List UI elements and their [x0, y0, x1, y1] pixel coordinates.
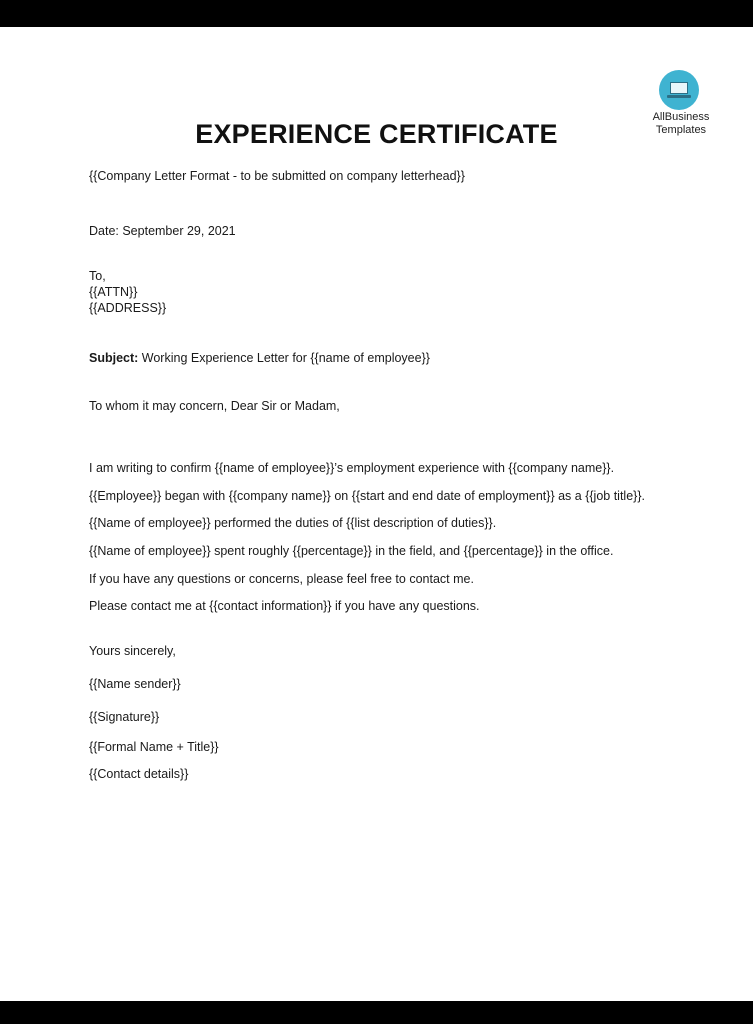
body-paragraph-3: {{Name of employee}} performed the duties of {{list description of duties}}.	[89, 516, 497, 530]
recipient-address: {{ADDRESS}}	[89, 301, 167, 315]
format-note: {{Company Letter Format - to be submitted on company letterhead}}	[89, 169, 465, 183]
body-paragraph-4: {{Name of employee}} spent roughly {{percentage}} in the field, and {{percentage}} in the office.	[89, 544, 614, 558]
salutation: To whom it may concern, Dear Sir or Madam,	[89, 399, 340, 413]
contact-details: {{Contact details}}	[89, 767, 189, 781]
body-paragraph-1: I am writing to confirm {{name of employee}}’s employment experience with {{company name}}.	[89, 461, 615, 475]
closing: Yours sincerely,	[89, 644, 176, 658]
logo-text-line2: Templates	[655, 124, 707, 136]
signature-placeholder: {{Signature}}	[89, 710, 160, 724]
body-paragraph-5: If you have any questions or concerns, please feel free to contact me.	[89, 572, 474, 586]
body-paragraph-2: {{Employee}} began with {{company name}} on {{start and end date of employment}} as a {{job title}}.	[89, 489, 645, 503]
document-title: EXPERIENCE CERTIFICATE	[195, 119, 558, 149]
subject-line	[89, 351, 430, 365]
sender-name: {{Name sender}}	[89, 677, 181, 691]
logo-text-line1: AllBusiness	[652, 111, 710, 123]
letter-date: Date: September 29, 2021	[89, 224, 236, 238]
laptop-icon	[659, 70, 699, 110]
recipient-to: To,	[89, 269, 106, 283]
subject-text: Working Experience Letter for {{name of employee}}	[138, 351, 430, 365]
body-paragraph-6: Please contact me at {{contact information}} if you have any questions.	[89, 599, 480, 613]
recipient-attn: {{ATTN}}	[89, 285, 138, 299]
subject-label: Subject:	[89, 351, 139, 365]
document-page	[0, 27, 753, 1001]
formal-name-title: {{Formal Name + Title}}	[89, 740, 219, 754]
